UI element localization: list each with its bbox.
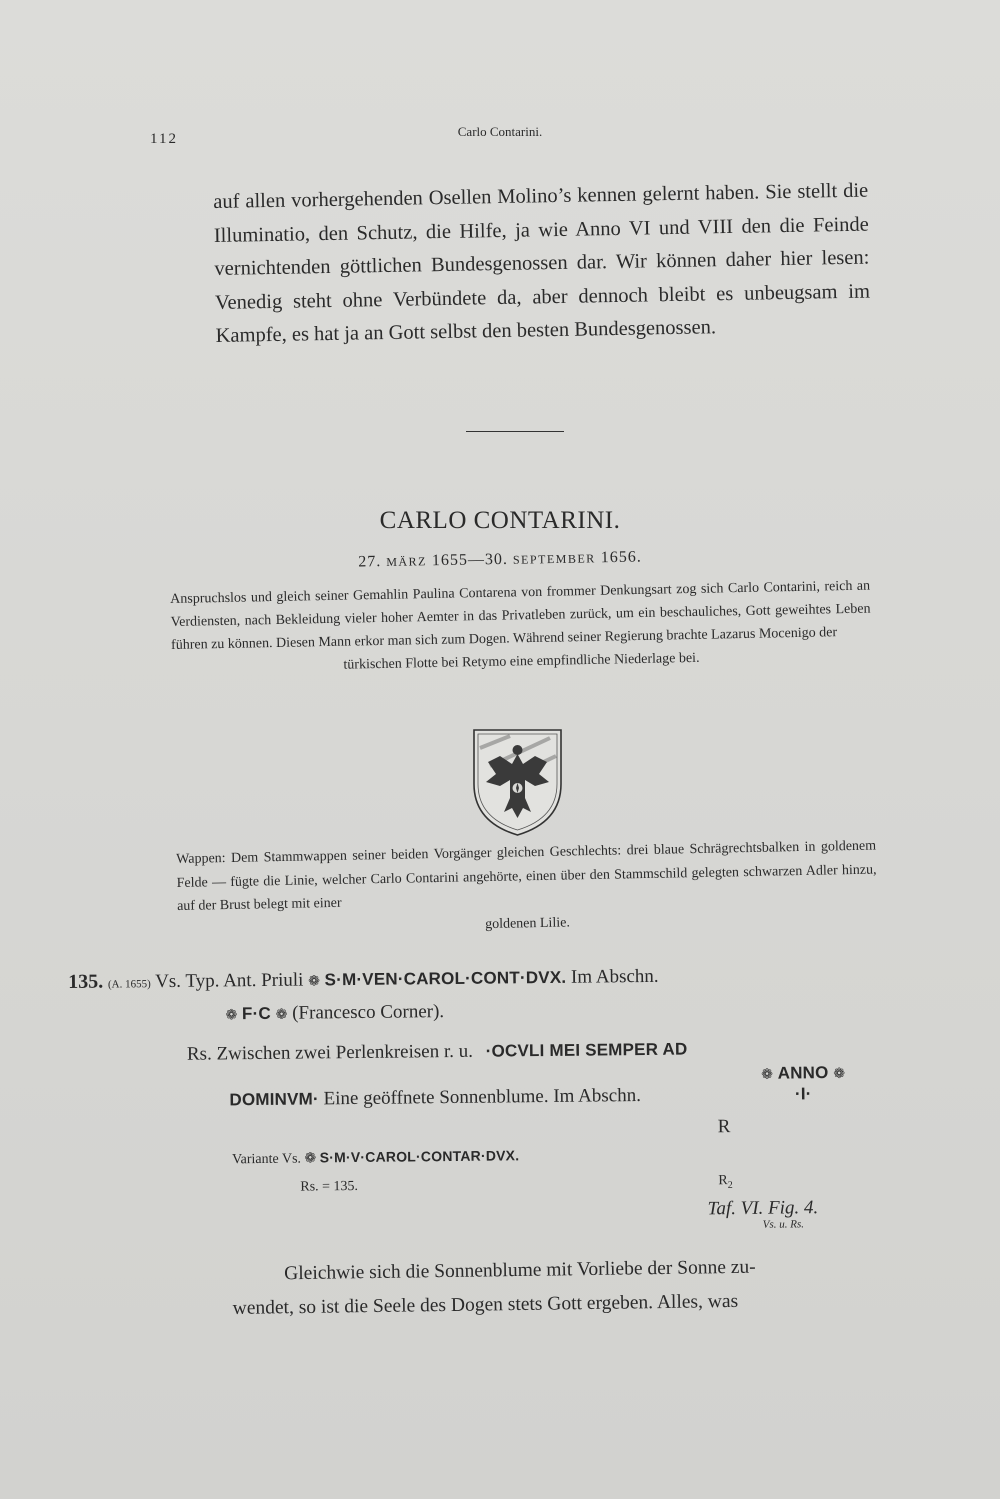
reverse-exergue-2: ·I· — [794, 1084, 812, 1104]
variant-legend: S·M·V·CAROL·CONTAR·DVX. — [319, 1147, 520, 1166]
plate-subnote: Vs. u. Rs. — [762, 1218, 805, 1231]
obverse-exergue: F·C — [241, 1003, 272, 1024]
coat-of-arms-image — [470, 726, 565, 838]
rarity-2-subscript: 2 — [727, 1179, 733, 1191]
reign-dates — [0, 542, 1000, 577]
reverse-text-2: Eine geöffnete Sonnenblume. Im Abschn. — [323, 1085, 642, 1110]
rarity-1: R — [717, 1116, 731, 1138]
rosette-icon: ❁ — [275, 1006, 288, 1023]
obverse-type: Typ. Ant. Priuli — [185, 969, 304, 992]
rosette-icon: ❁ — [833, 1065, 846, 1082]
obverse-legend: S·M·VEN·CAROL·CONT·DVX. — [324, 967, 567, 990]
entry-line-3 — [187, 1033, 688, 1072]
date-end-year: 1656. — [600, 548, 642, 567]
rosette-icon: ❁ — [308, 973, 320, 990]
wappen-body: Wappen: Dem Stammwappen seiner beiden Vorgänger gleichen Geschlechts: drei blaue Schrägrechtsbalken in goldenem Felde — fügte die Linie, welcher Carlo Contarini angehörte, einen über den Stammschild gelegten schwarzen Adler hinzu, auf der Brust belegt mit einer — [176, 838, 877, 914]
obverse-exergue-label: Im Abschn. — [570, 965, 659, 988]
paragraph-continuation: auf allen vorhergehenden Osellen Molino’s kennen gelernt haben. Sie stellt die Illuminatio, den Schutz, die Hilfe, ja wie Anno VI und VIII den die Feinde vernichtenden göttlichen Bundesgenossen dar. Wir können daher hier lesen: Venedig steht ohne Verbündete da, aber dennoch bleibt es unbeugsam im Kampfe, es hat ja an Gott selbst den besten Bundesgenossen. — [213, 179, 871, 347]
closing-paragraph — [232, 1249, 881, 1326]
reverse-legend-1: ·OCVLI MEI SEMPER AD — [485, 1039, 688, 1061]
biography-paragraph — [170, 575, 872, 680]
reverse-exergue-1: ANNO — [777, 1063, 829, 1083]
reverse-exergue — [761, 1063, 845, 1105]
rarity-2-letter: R — [718, 1173, 728, 1189]
section-divider — [466, 431, 564, 432]
rosette-icon: ❁ — [304, 1150, 317, 1167]
variant-label: Variante Vs. — [231, 1151, 302, 1168]
rosette-icon: ❁ — [225, 1007, 238, 1024]
reverse-label: Rs. — [186, 1043, 212, 1065]
plate-reference: Taf. VI. Fig. 4. — [707, 1197, 819, 1220]
variant-line — [232, 1138, 520, 1177]
reverse-text: Zwischen zwei Perlenkreisen r. u. — [216, 1040, 474, 1065]
obverse-exergue-note: (Francesco Corner). — [292, 1001, 445, 1024]
biography-body: Anspruchslos und gleich seiner Gemahlin Paulina Contarena von frommer Denkungsart zog sich Carlo Contarini, reich an Verdiensten, nach Bekleidung vieler hoher Aemter in das Privatleben zurück, um ein beschauliches, Gott geweihtes Leben führen zu können. Diesen Mann erkor man sich zum Dogen. Während seiner Regierung brachte Lazarus Mocenigo der — [170, 578, 871, 653]
section-title: CARLO CONTARINI. — [379, 507, 621, 534]
closing-second-line: wendet, so ist die Seele des Dogen stets Gott ergeben. Alles, was — [232, 1290, 739, 1319]
reverse-legend-2: DOMINVM· — [229, 1089, 319, 1110]
obverse-label: Vs. — [155, 970, 182, 993]
running-head: Carlo Contarini. — [457, 124, 543, 139]
wappen-last-line: goldenen Lilie. — [484, 914, 571, 932]
variant-reverse: Rs. = 135. — [300, 1178, 359, 1195]
entry-line-4 — [229, 1079, 641, 1117]
catalog-entry-135 — [68, 956, 898, 1231]
date-end-month: SEPTEMBER — [512, 551, 596, 567]
rosette-icon: ❁ — [761, 1066, 774, 1083]
biography-last-line: türkischen Flotte bei Retymo eine empfindliche Niederlage bei. — [343, 650, 700, 673]
date-start-day: 27. — [358, 553, 382, 571]
coat-of-arms-description — [176, 835, 878, 942]
closing-first-line: Gleichwie sich die Sonnenblume mit Vorliebe der Sonne zu- — [284, 1256, 756, 1285]
date-separator: — — [467, 551, 486, 569]
date-end-day: 30. — [484, 550, 509, 569]
date-start-year: 1655 — [431, 551, 469, 570]
page-number: 112 — [150, 131, 178, 147]
entry-line-2 — [225, 995, 444, 1032]
date-start-month: MÄRZ — [386, 554, 428, 569]
entry-number: 135. — [68, 970, 104, 993]
entry-year-note: (A. 1655) — [107, 978, 151, 991]
